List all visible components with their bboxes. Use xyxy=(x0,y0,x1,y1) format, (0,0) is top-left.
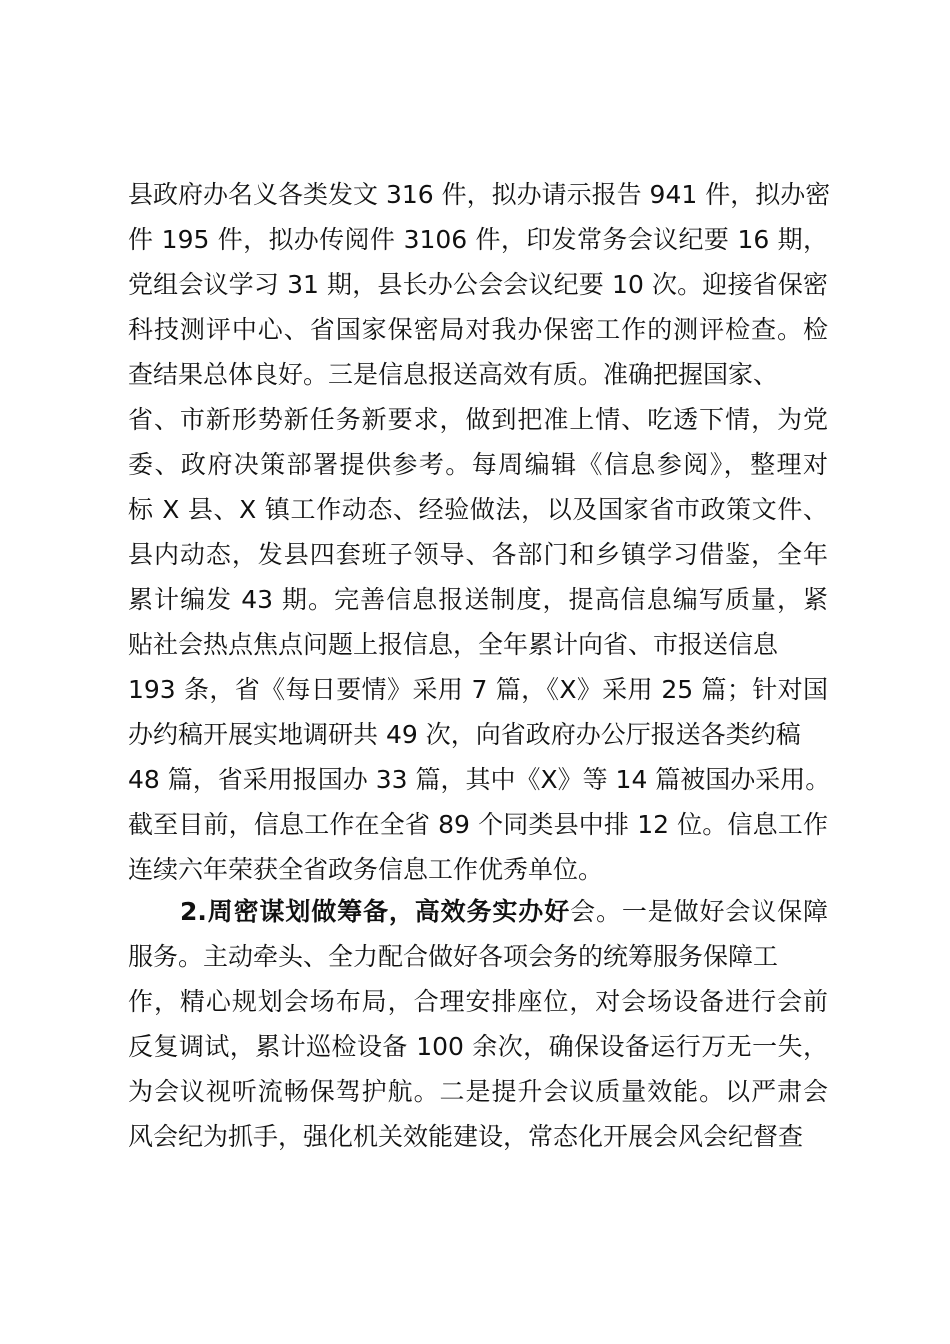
paragraph-line: 风会纪为抓手，强化机关效能建设，常态化开展会风会纪督查 xyxy=(128,1122,804,1151)
paragraph-line: 县内动态，发县四套班子领导、各部门和乡镇学习借鉴，全年 xyxy=(128,540,828,569)
paragraph-line: 查结果总体良好。三是信息报送高效有质。准确把握国家、 xyxy=(128,360,779,389)
paragraph-line: 193 条，省《每日要情》采用 7 篇，《X》采用 25 篇；针对国 xyxy=(128,675,828,704)
paragraph-meeting-work xyxy=(128,889,828,1159)
paragraph-text: 会。一是做好会议保障 xyxy=(570,897,828,926)
paragraph-line: 连续六年荣获全省政务信息工作优秀单位。 xyxy=(128,855,604,884)
paragraph-line: 科技测评中心、省国家保密局对我办保密工作的测评检查。检 xyxy=(128,315,828,344)
section-heading: 2.周密谋划做筹备，高效务实办好 xyxy=(180,897,571,926)
paragraph-line: 件 195 件，拟办传阅件 3106 件，印发常务会议纪要 16 期， xyxy=(128,225,828,254)
paragraph-line: 标 X 县、X 镇工作动态、经验做法，以及国家省市政策文件、 xyxy=(128,495,828,524)
paragraph-line: 累计编发 43 期。完善信息报送制度，提高信息编写质量，紧 xyxy=(128,585,828,614)
paragraph-line: 截至目前，信息工作在全省 89 个同类县中排 12 位。信息工作 xyxy=(128,810,828,839)
paragraph-line: 为会议视听流畅保驾护航。二是提升会议质量效能。以严肃会 xyxy=(128,1077,828,1106)
paragraph-information-work xyxy=(128,172,831,892)
paragraph-line: 办约稿开展实地调研共 49 次，向省政府办公厅报送各类约稿 xyxy=(128,720,801,749)
paragraph-line: 党组会议学习 31 期，县长办公会会议纪要 10 次。迎接省保密 xyxy=(128,270,828,299)
paragraph-line: 省、市新形势新任务新要求，做到把准上情、吃透下情，为党 xyxy=(128,405,828,434)
paragraph-line: 县政府办名义各类发文 316 件，拟办请示报告 941 件，拟办密 xyxy=(128,180,831,209)
paragraph-line: 48 篇，省采用报国办 33 篇，其中《X》等 14 篇被国办采用。 xyxy=(128,765,831,794)
paragraph-line: 作，精心规划会场布局，合理安排座位，对会场设备进行会前 xyxy=(128,987,828,1016)
paragraph-line: 反复调试，累计巡检设备 100 余次，确保设备运行万无一失， xyxy=(128,1032,828,1061)
paragraph-line: 服务。主动牵头、全力配合做好各项会务的统筹服务保障工 xyxy=(128,942,779,971)
paragraph-first-line xyxy=(128,889,828,934)
paragraph-line: 委、政府决策部署提供参考。每周编辑《信息参阅》，整理对 xyxy=(128,450,828,479)
paragraph-line: 贴社会热点焦点问题上报信息，全年累计向省、市报送信息 xyxy=(128,630,779,659)
